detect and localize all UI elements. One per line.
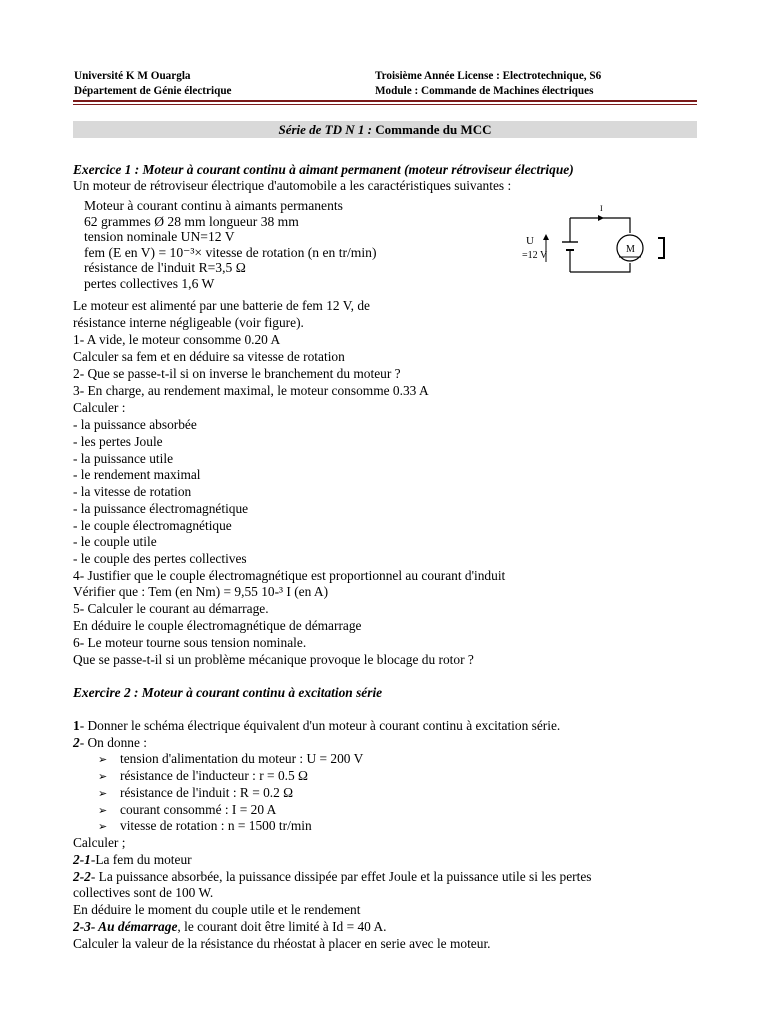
ex2-question-2-1 (73, 852, 192, 868)
voltage-value: =12 V (522, 250, 548, 261)
exercise1-heading: Exercice 1 : Moteur à courant continu à aimant permanent (moteur rétroviseur électrique) (73, 162, 574, 177)
spec-line: tension nominale UN=12 V (84, 229, 235, 244)
circuit-wire-top (570, 218, 630, 233)
spec-line: fem (E en V) = 10⁻³× vitesse de rotation (n en tr/min) (84, 244, 377, 260)
current-label: I (600, 204, 603, 213)
arrow-bullet-icon: ➢ (98, 787, 108, 800)
header-left (74, 69, 232, 99)
series-title (73, 121, 697, 138)
ex2-question-2-3 (73, 919, 387, 935)
spec-line: pertes collectives 1,6 W (84, 275, 215, 291)
q2-text: - On donne : (79, 735, 148, 750)
motor-spec-box (84, 198, 376, 291)
ex1-line: Calculer sa fem et en déduire sa vitesse de rotation (73, 349, 345, 364)
series-subject: Commande du MCC (371, 122, 492, 137)
ex1-line: Vérifier que : Tem (en Nm) = 9,55 10-³ I (en A) (73, 584, 329, 599)
given-item (98, 751, 363, 768)
module-info: Module : Commande de Machines électriques (375, 85, 594, 97)
ex1-line: - la puissance utile (73, 451, 174, 466)
ex1-line: 3- En charge, au rendement maximal, le moteur consomme 0.33 A (73, 383, 429, 398)
exercise2-heading: Exercire 2 : Moteur à courant continu à excitation série (73, 685, 383, 700)
ex1-line: - le couple des pertes collectives (73, 551, 247, 566)
spec-line: résistance de l'induit R=3,5 Ω (84, 260, 246, 275)
arrow-bullet-icon: ➢ (98, 770, 108, 783)
ex1-line: - le couple électromagnétique (73, 518, 232, 533)
motor-label: M (626, 244, 635, 255)
given-item-text: courant consommé : I = 20 A (120, 802, 277, 817)
ex1-line: Que se passe-t-il si un problème mécanique provoque le blocage du rotor ? (73, 652, 474, 667)
spec-line: Moteur à courant continu à aimants permanents (84, 198, 343, 213)
ex1-line: 6- Le moteur tourne sous tension nominale. (73, 635, 307, 650)
arrow-bullet-icon: ➢ (98, 804, 108, 817)
circuit-diagram (520, 200, 670, 280)
exercise1-intro: Un moteur de rétroviseur électrique d'automobile a les caractéristiques suivantes : (73, 178, 512, 193)
q22-text: - La puissance absorbée, la puissance dissipée par effet Joule et la puissance utile si les pertes (90, 869, 592, 884)
q1-number: 1 (73, 718, 80, 733)
series-label: Série de TD N 1 : (278, 122, 372, 137)
q21-text: -La fem du moteur (90, 852, 192, 867)
q23-calc: Calculer la valeur de la résistance du rhéostat à placer en serie avec le moteur. (73, 936, 491, 951)
ex1-line: - la vitesse de rotation (73, 484, 192, 499)
ex1-line: 4- Justifier que le couple électromagnétique est proportionnel au courant d'induit (73, 568, 506, 583)
university-name: Université K M Ouargla (74, 70, 191, 82)
arrow-bullet-icon: ➢ (98, 753, 108, 766)
q2-number: 2 (73, 735, 80, 750)
q1-text: - Donner le schéma électrique équivalent d'un moteur à courant continu à excitation série. (79, 718, 561, 733)
bracket-icon (658, 238, 664, 258)
header-rule-thin (73, 104, 697, 105)
ex1-line: - la puissance électromagnétique (73, 501, 249, 516)
ex1-line: - le rendement maximal (73, 467, 201, 482)
given-item-text: vitesse de rotation : n = 1500 tr/min (120, 818, 312, 833)
q21-number: 2-1 (73, 852, 91, 867)
voltage-label: U (526, 235, 534, 247)
arrow-bullet-icon: ➢ (98, 820, 108, 833)
calc-label: Calculer ; (73, 835, 126, 850)
year-info: Troisième Année License : Electrotechnique, S6 (375, 70, 602, 82)
q23-text: , le courant doit être limité à Id = 40 A. (177, 919, 387, 934)
q22-number: 2-2 (73, 869, 91, 884)
given-item-text: tension d'alimentation du moteur : U = 200 V (120, 751, 364, 766)
ex1-line: 5- Calculer le courant au démarrage. (73, 601, 269, 616)
ex1-line: 2- Que se passe-t-il si on inverse le branchement du moteur ? (73, 366, 401, 381)
given-item-text: résistance de l'induit : R = 0.2 Ω (120, 785, 294, 800)
given-item (98, 818, 312, 835)
q22-deduce: En déduire le moment du couple utile et le rendement (73, 902, 361, 917)
ex2-question-2-2 (73, 869, 591, 885)
ex1-line: Le moteur est alimenté par une batterie de fem 12 V, de (73, 298, 370, 313)
header-rule-thick (73, 100, 697, 102)
circuit-wire-bottom (570, 263, 630, 272)
ex1-line: 1- A vide, le moteur consomme 0.20 A (73, 332, 281, 347)
header-right (375, 69, 601, 99)
ex1-line: Calculer : (73, 400, 126, 415)
ex1-line: - les pertes Joule (73, 434, 163, 449)
given-item (98, 768, 308, 785)
given-item-text: résistance de l'inducteur : r = 0.5 Ω (120, 768, 308, 783)
spec-line: 62 grammes Ø 28 mm longueur 38 mm (84, 213, 299, 229)
department-name: Département de Génie électrique (74, 85, 232, 97)
ex1-line: - la puissance absorbée (73, 417, 197, 432)
q22-continuation: collectives sont de 100 W. (73, 885, 214, 900)
ex1-line: - le couple utile (73, 534, 157, 549)
given-item (98, 785, 293, 802)
given-item (98, 802, 276, 819)
ex2-question-1 (73, 718, 560, 734)
ex2-question-2 (73, 735, 147, 751)
voltage-arrow-icon (543, 234, 549, 240)
ex1-line: résistance interne négligeable (voir figure). (73, 315, 304, 330)
current-arrow-icon (598, 215, 604, 221)
q23-number: 2-3- Au démarrage (73, 919, 178, 934)
ex1-line: En déduire le couple électromagnétique de démarrage (73, 618, 362, 633)
